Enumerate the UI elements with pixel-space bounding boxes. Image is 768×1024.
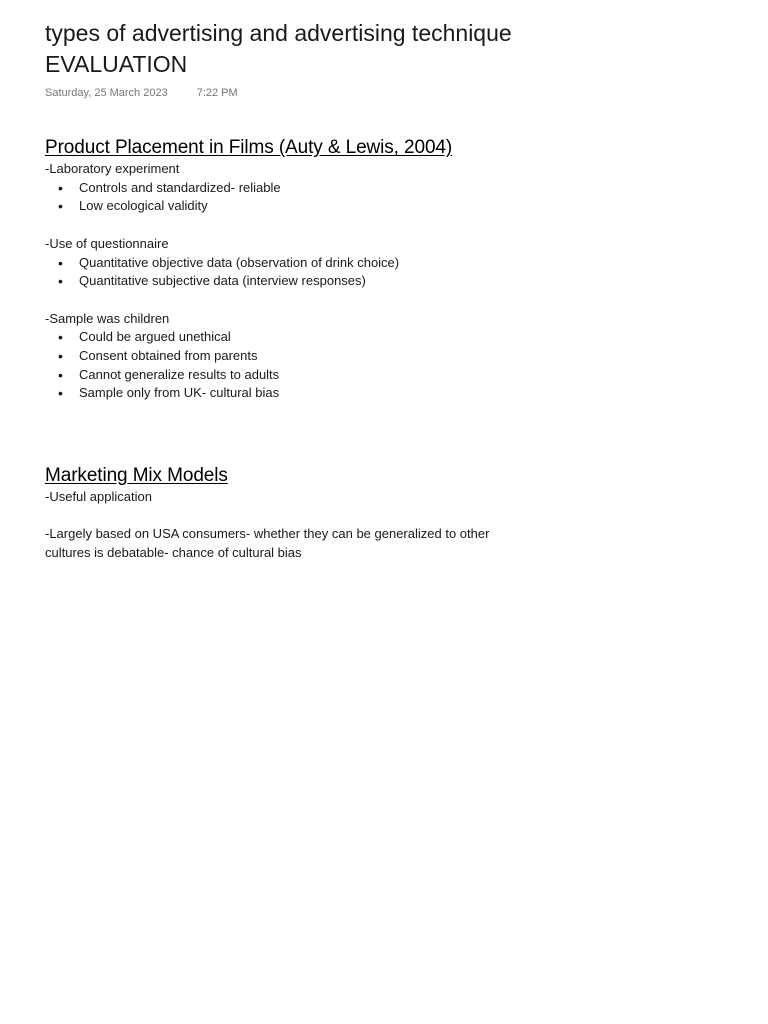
group-label: -Laboratory experiment xyxy=(45,161,180,176)
page-title-line-2: EVALUATION xyxy=(45,51,188,77)
bullet-list xyxy=(45,179,725,216)
bullet-item: • Cannot generalize results to adults xyxy=(45,366,725,385)
bullet-list xyxy=(45,254,725,291)
section-heading: Product Placement in Films (Auty & Lewis, 2004) xyxy=(45,137,453,158)
group-label: -Use of questionnaire xyxy=(45,235,169,251)
page-title-line-1: types of advertising and advertising technique xyxy=(45,20,512,46)
bullet-item: • Quantitative subjective data (interview responses) xyxy=(45,272,725,291)
bullet-item: • Low ecological validity xyxy=(45,197,725,216)
bullet-item: • Consent obtained from parents xyxy=(45,347,725,366)
note-page xyxy=(45,18,725,561)
page-time: 7:22 PM xyxy=(196,87,238,99)
note-line: -Useful application xyxy=(45,489,152,504)
note-line: -Largely based on USA consumers- whether they can be generalized to other cultures is debatable- chance of cultural bias xyxy=(45,526,490,561)
page-meta xyxy=(45,87,725,99)
page-title xyxy=(45,18,725,80)
page-date: Saturday, 25 March 2023 xyxy=(45,87,168,99)
group-label: -Sample was children xyxy=(45,310,170,326)
bullet-item: • Could be argued unethical xyxy=(45,328,725,347)
section-marketing-mix xyxy=(45,464,725,563)
section-product-placement xyxy=(45,136,725,403)
bullet-list xyxy=(45,328,725,403)
bullet-item: • Sample only from UK- cultural bias xyxy=(45,384,725,403)
section-heading: Marketing Mix Models xyxy=(45,465,228,486)
bullet-item: • Controls and standardized- reliable xyxy=(45,179,725,198)
bullet-item: • Quantitative objective data (observation of drink choice) xyxy=(45,254,725,273)
